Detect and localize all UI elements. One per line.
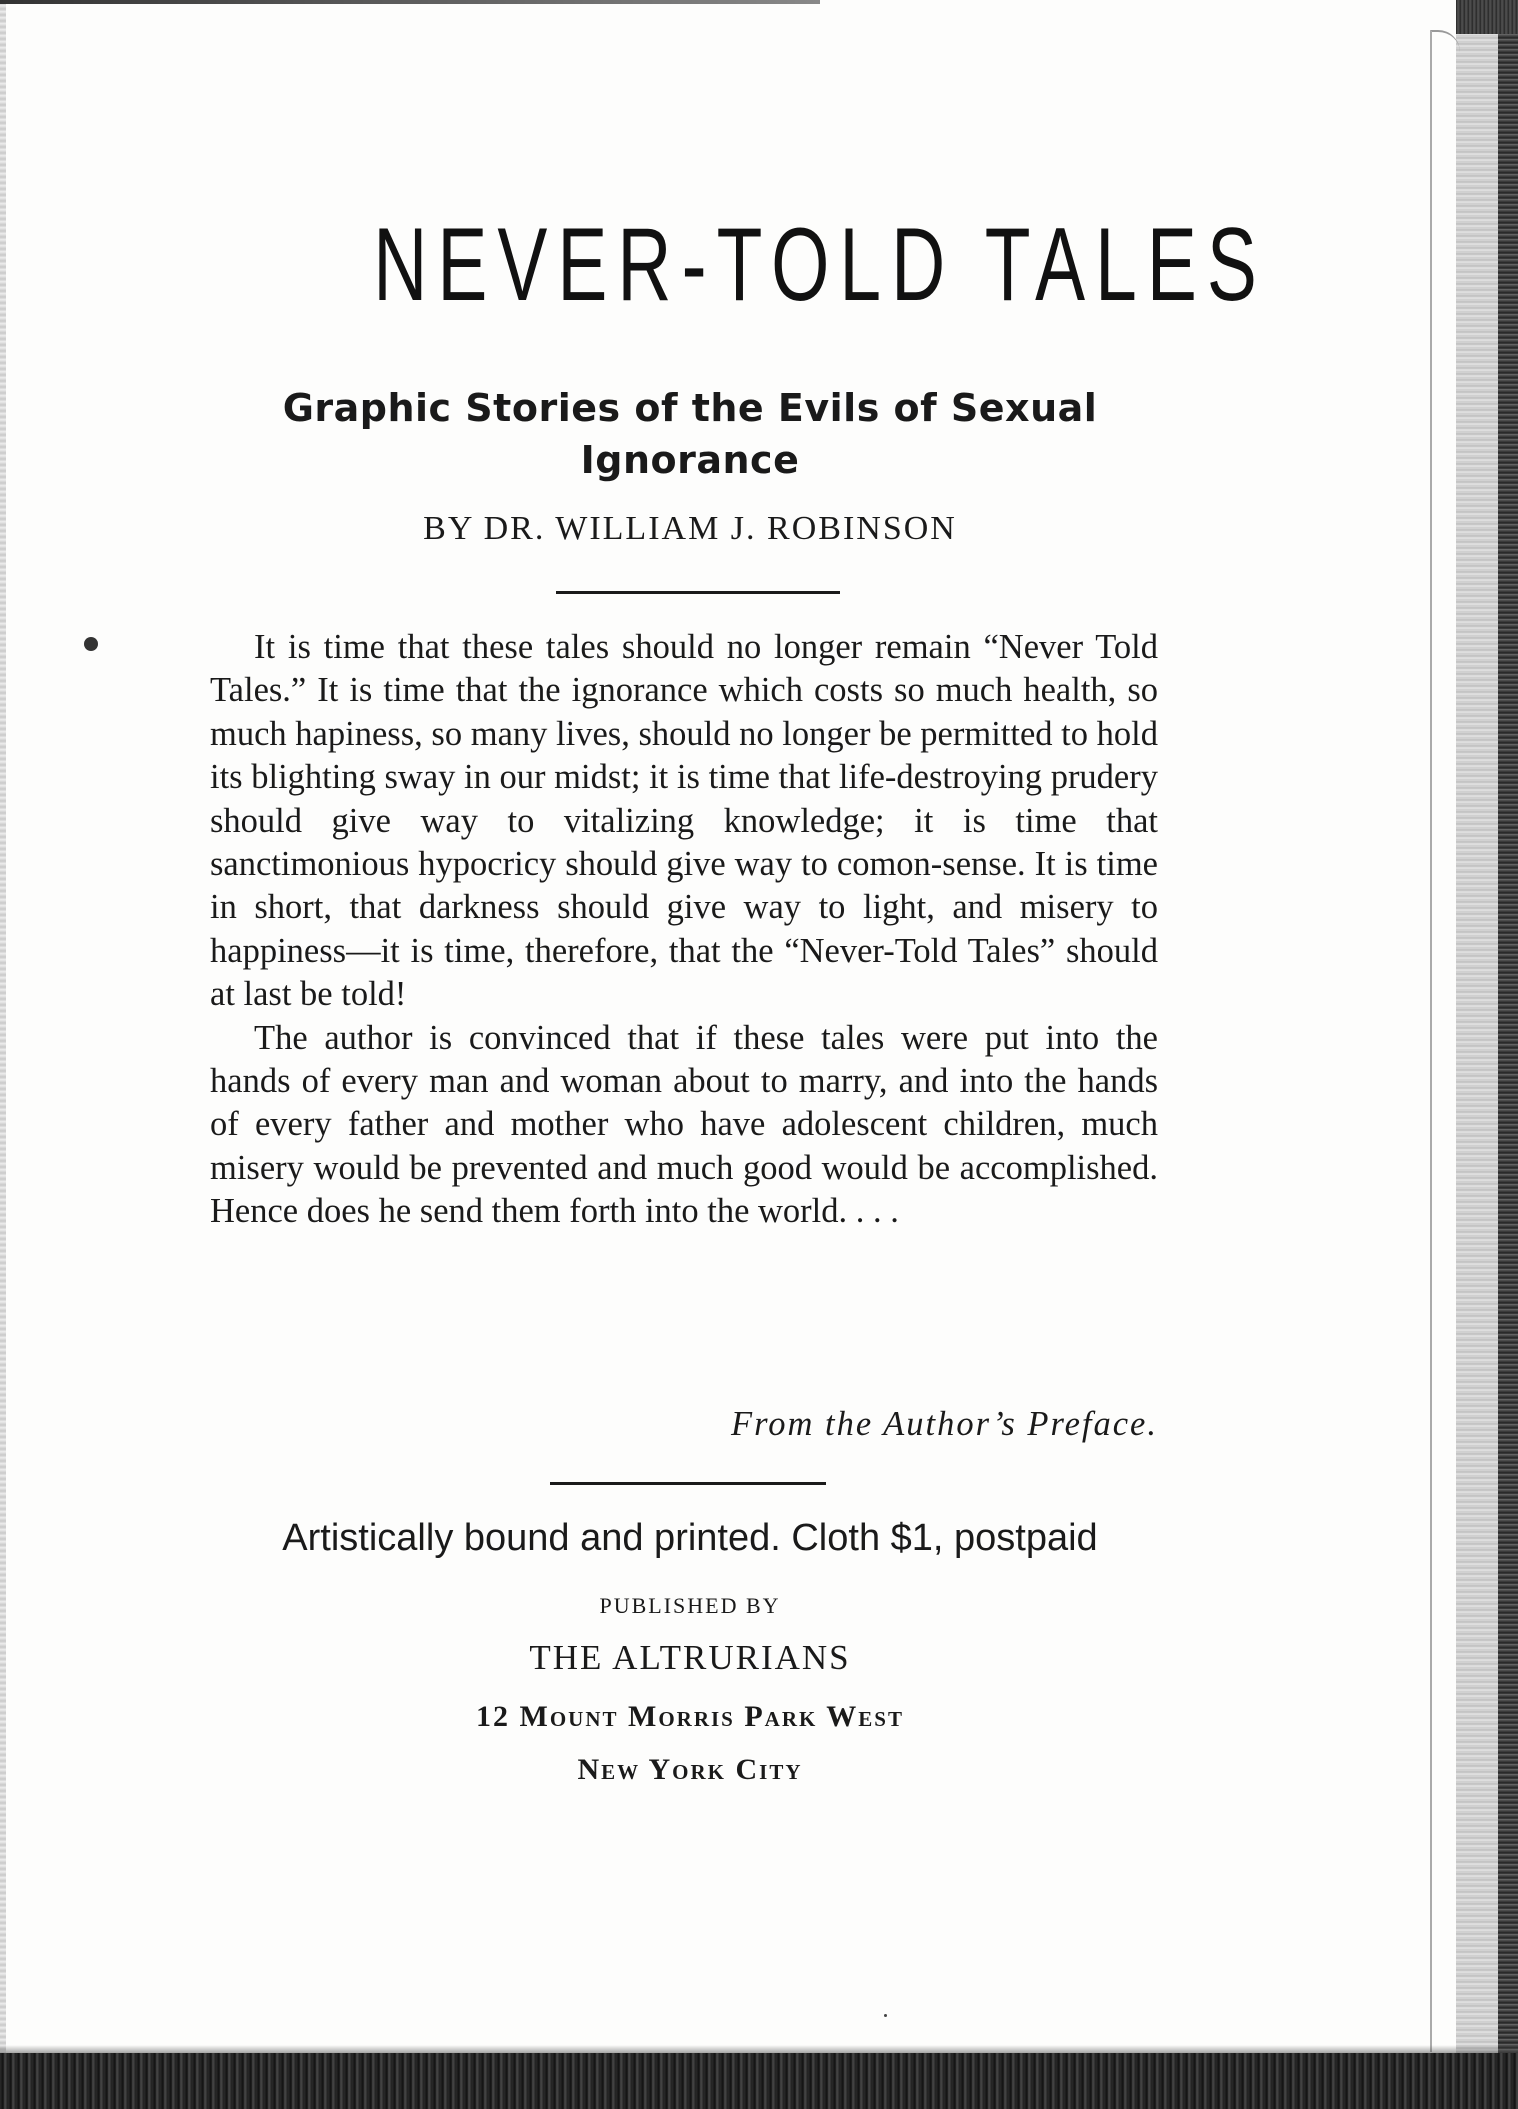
book-subtitle xyxy=(200,382,1180,486)
price-line: Artistically bound and printed. Cloth $1, postpaid xyxy=(282,1517,1098,1559)
divider-rule xyxy=(550,1482,826,1485)
publisher-city: New York City xyxy=(577,1753,803,1786)
ink-spot xyxy=(84,637,98,651)
scan-edge-bottom xyxy=(0,2053,1518,2109)
scan-edge-right-top xyxy=(1456,0,1518,34)
preface-excerpt xyxy=(210,626,1158,1234)
subtitle-line-2: Ignorance xyxy=(580,438,800,482)
preface-attribution: From the Author’s Preface. xyxy=(731,1405,1158,1443)
divider-rule xyxy=(556,591,840,594)
ink-speck xyxy=(884,2014,887,2017)
scan-edge-left xyxy=(0,0,6,2109)
preface-paragraph-2: The author is convinced that if these tales were put into the hands of every man and woman about to marry, and into the hands of every father and mother who have adolescent children, much misery would be prevented and much good would be accomplished. Hence does he send them forth into the world. . . . xyxy=(210,1018,1158,1231)
book-title: NEVER-TOLD TALES xyxy=(373,207,1267,323)
publisher-address: 12 Mount Morris Park West xyxy=(476,1700,904,1733)
preface-paragraph-1: It is time that these tales should no longer remain “Never Told Tales.” It is time that the ignorance which costs so much health, so much hapiness, so many lives, should no longer be permitted to hold its blighting sway in our midst; it is time that life-destroying prudery should give way to vitalizing knowledge; it is time that sanctimonious hypocricy should give way to comon-sense. It is time in short, that darkness should give way to light, and misery to happiness—it is time, therefore, that the “Never-Told Tales” should at last be told! xyxy=(210,628,1158,1014)
scan-edge-top xyxy=(0,0,820,4)
scan-edge-bottom-shadow xyxy=(0,2045,1518,2053)
page-fold-line xyxy=(1430,30,1460,2052)
published-by-label: PUBLISHED BY xyxy=(599,1593,781,1618)
scan-edge-right-dark xyxy=(1498,0,1518,2109)
publisher-name: THE ALTRURIANS xyxy=(529,1638,851,1677)
subtitle-line-1: Graphic Stories of the Evils of Sexual xyxy=(282,386,1098,430)
author-byline: BY DR. WILLIAM J. ROBINSON xyxy=(423,510,957,547)
